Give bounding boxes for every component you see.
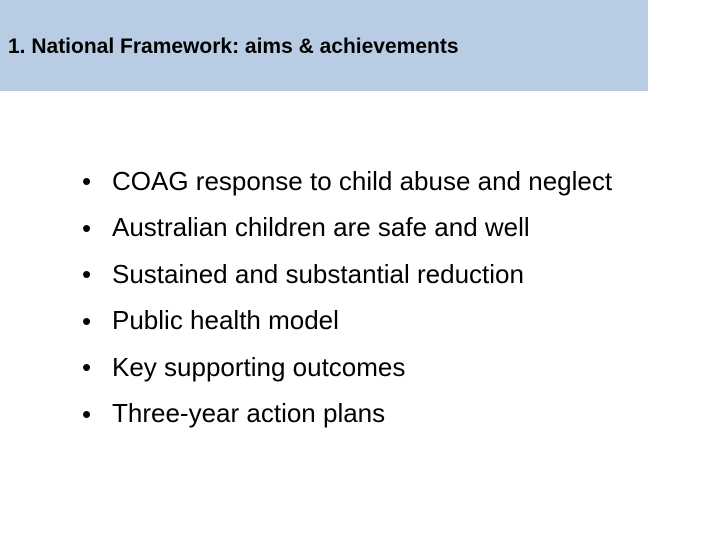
bullet-text: COAG response to child abuse and neglect	[112, 165, 613, 196]
bullet-text: Australian children are safe and well	[112, 212, 530, 243]
bullet-text: Three-year action plans	[112, 398, 386, 429]
title-bar	[0, 0, 648, 91]
list-item	[82, 251, 612, 298]
bullet-icon: •	[82, 212, 92, 243]
bullet-icon: •	[82, 305, 92, 336]
list-item	[82, 391, 612, 438]
bullet-icon: •	[82, 259, 92, 290]
bullet-text: Public health model	[112, 305, 339, 336]
bullet-text: Sustained and substantial reduction	[112, 258, 524, 289]
list-item	[82, 205, 612, 252]
bullet-icon: •	[82, 398, 92, 429]
bullet-list	[82, 158, 612, 437]
bullet-icon: •	[82, 166, 92, 197]
list-item	[82, 158, 612, 205]
bullet-icon: •	[82, 352, 92, 383]
slide-title: 1. National Framework: aims & achievements	[8, 35, 459, 58]
list-item	[82, 298, 612, 345]
list-item	[82, 344, 612, 391]
bullet-text: Key supporting outcomes	[112, 351, 406, 382]
